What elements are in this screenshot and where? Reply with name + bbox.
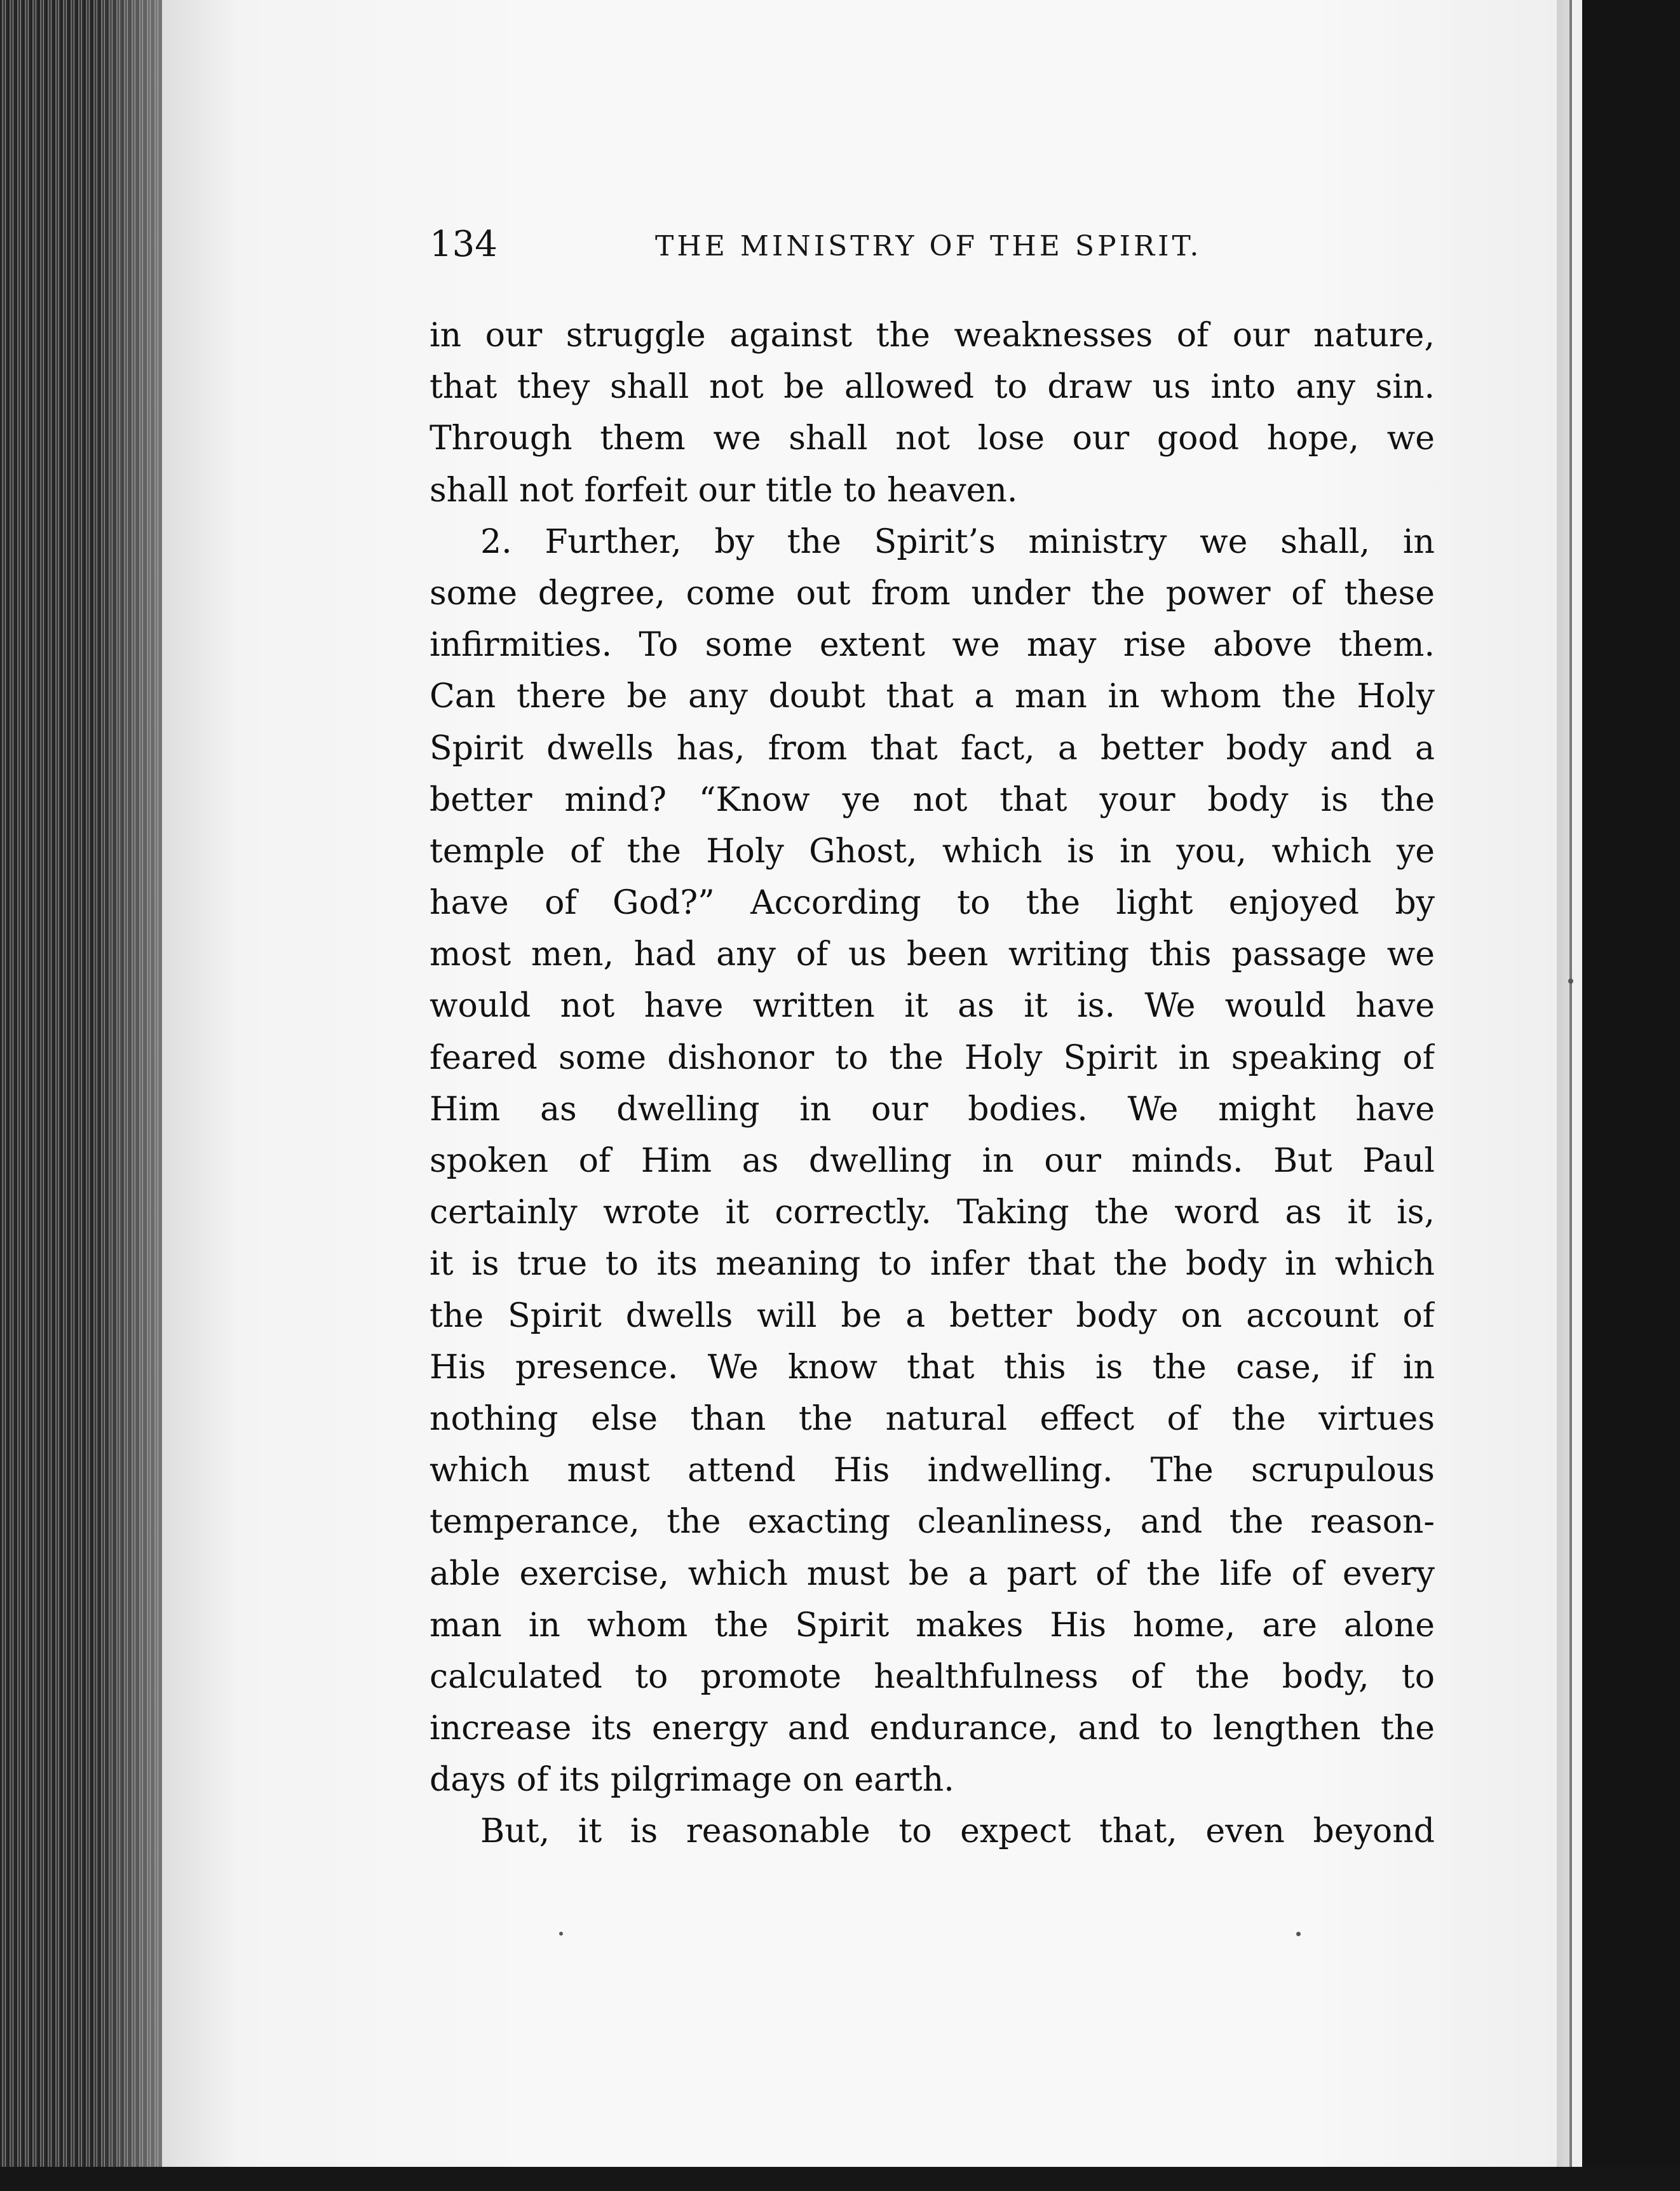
text-line: Him as dwelling in our bodies. We might have — [430, 1090, 1435, 1129]
scan-background-bottom — [0, 2167, 1680, 2191]
text-line: 2. Further, by the Spirit’s ministry we shall, in — [480, 522, 1435, 561]
text-line: calculated to promote healthfulness of the body, to — [430, 1657, 1435, 1696]
text-line: feared some dishonor to the Holy Spirit in speaking of — [430, 1038, 1435, 1077]
text-line: But, it is reasonable to expect that, even beyond — [480, 1812, 1435, 1851]
scan-speck — [559, 1932, 563, 1936]
text-line: which must attend His indwelling. The scrupulous — [430, 1451, 1435, 1490]
text-line: that they shall not be allowed to draw us into any sin. — [430, 368, 1435, 407]
running-head — [430, 219, 1433, 270]
text-line: it is true to its meaning to infer that the body in which — [430, 1245, 1435, 1284]
text-line: man in whom the Spirit makes His home, are alone — [430, 1606, 1435, 1645]
running-title: THE MINISTRY OF THE SPIRIT. — [655, 230, 1202, 262]
text-line: temple of the Holy Ghost, which is in you, which ye — [430, 832, 1435, 871]
scan-speck — [1568, 979, 1573, 984]
text-line: would not have written it as it is. We would have — [430, 987, 1435, 1026]
page-number: 134 — [430, 224, 498, 265]
text-line: Spirit dwells has, from that fact, a better body and a — [430, 729, 1435, 768]
text-line: have of God?” According to the light enjoyed by — [430, 884, 1435, 923]
book-binding-edge — [0, 0, 165, 2191]
text-line: some degree, come out from under the power of these — [430, 574, 1435, 613]
text-line: increase its energy and endurance, and to lengthen the — [430, 1709, 1435, 1748]
text-line: nothing else than the natural effect of the virtues — [430, 1399, 1435, 1438]
text-line: spoken of Him as dwelling in our minds. But Paul — [430, 1142, 1435, 1180]
scan-background-right — [1582, 0, 1680, 2191]
text-line: certainly wrote it correctly. Taking the word as it is, — [430, 1193, 1435, 1232]
text-line: Through them we shall not lose our good hope, we — [430, 419, 1435, 458]
text-line: the Spirit dwells will be a better body on account of — [430, 1296, 1435, 1335]
body-text — [430, 310, 1435, 1858]
text-line: temperance, the exacting cleanliness, and the reason- — [430, 1503, 1435, 1542]
text-line: able exercise, which must be a part of the life of every — [430, 1554, 1435, 1593]
text-line: most men, had any of us been writing this passage we — [430, 935, 1435, 974]
text-line: days of its pilgrimage on earth. — [430, 1761, 954, 1800]
scan-speck — [1296, 1932, 1301, 1936]
text-line: His presence. We know that this is the case, if in — [430, 1348, 1435, 1387]
text-line: in our struggle against the weaknesses of our nature, — [430, 316, 1435, 355]
text-line: infirmities. To some extent we may rise above them. — [430, 626, 1435, 665]
text-line: Can there be any doubt that a man in whom the Holy — [430, 677, 1435, 716]
text-line: shall not forfeit our title to heaven. — [430, 471, 1018, 510]
text-line: better mind? “Know ye not that your body is the — [430, 780, 1435, 819]
